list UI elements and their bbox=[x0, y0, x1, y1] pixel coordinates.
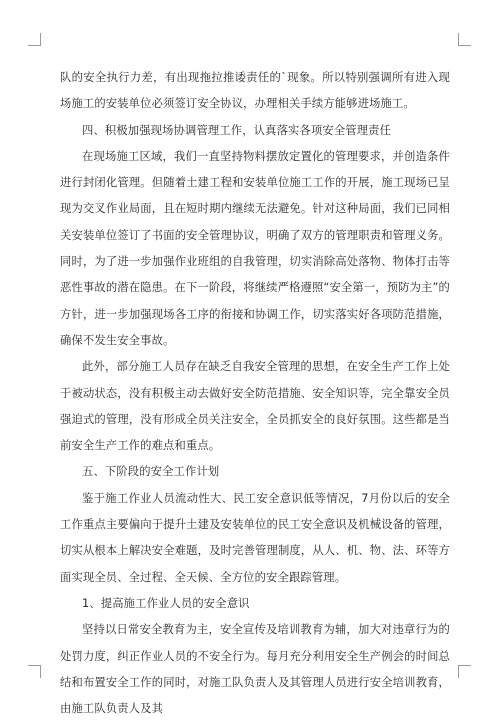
subheading-safety-awareness: 1、提高施工作业人员的安全意识 bbox=[82, 596, 250, 610]
paragraph-self-management: 此外，部分施工人员存在缺乏自我安全管理的思想，在安全生产工作上处于被动状态，没有积极主动去做好安全防范措施、安全知识等，完全靠安全员强迫式的管理，没有形成全员关注安全，全员抓安全的良好氛围。这些都是当前安全生产工作的难点和重点。 bbox=[60, 360, 450, 453]
paragraph-site-coordination: 在现场施工区域，我们一直坚持物料摆放定置化的管理要求，并创造条件进行封闭化管理。但随着土建工程和安装单位施工工作的开展，施工现场已呈现为交叉作业局面，且在短时期内继续无法避免。针对这种局面，我们已同相关安装单位签订了书面的安全管理协议，明确了双方的管理职责和管理义务。同时，为了进一步加强作业班组的自我管理，切实消除高处落物、物体打击等恶性事故的潜在隐患。在下一阶段，将继续严格遵照“安全第一，预防为主”的方针，进一步加强现场各工序的衔接和协调工作，切实落实好各项防范措施，确保不发生安全事故。 bbox=[60, 149, 450, 347]
crop-mark-top-right bbox=[458, 33, 471, 46]
paragraph-continuation: 队的安全执行力差，有出现拖拉推诿责任的`现象。所以特别强调所有进入现场施工的安装单位必须签订安全协议，办理相关手续方能够进场施工。 bbox=[60, 71, 450, 111]
paragraph-next-stage-plan: 鉴于施工作业人员流动性大、民工安全意识低等情况，7月份以后的安全工作重点主要偏向于提升土建及安装单位的民工安全意识及机械设备的管理，切实从根本上解决安全难题，及时完善管理制度，从人、机、物、法、环等方面实现全员、全过程、全天候、全方位的安全跟踪管理。 bbox=[60, 491, 450, 584]
section-heading-five: 五、下阶段的安全工作计划 bbox=[82, 465, 220, 479]
section-heading-four: 四、积极加强现场协调管理工作，认真落实各项安全管理责任 bbox=[82, 123, 392, 137]
paragraph-safety-education: 坚持以日常安全教育为主，安全宣传及培训教育为辅，加大对违章行为的处罚力度，纠正作业人员的不安全行为。每月充分利用安全生产例会的时间总结和布置安全工作的同时，对施工队负责人及其管理人员进行安全培训教育，由施工队负责人及其 bbox=[60, 623, 450, 716]
crop-mark-top-left bbox=[28, 33, 41, 46]
crop-mark-bottom-left bbox=[28, 665, 41, 678]
crop-mark-bottom-right bbox=[458, 665, 471, 678]
document-body bbox=[60, 65, 450, 722]
